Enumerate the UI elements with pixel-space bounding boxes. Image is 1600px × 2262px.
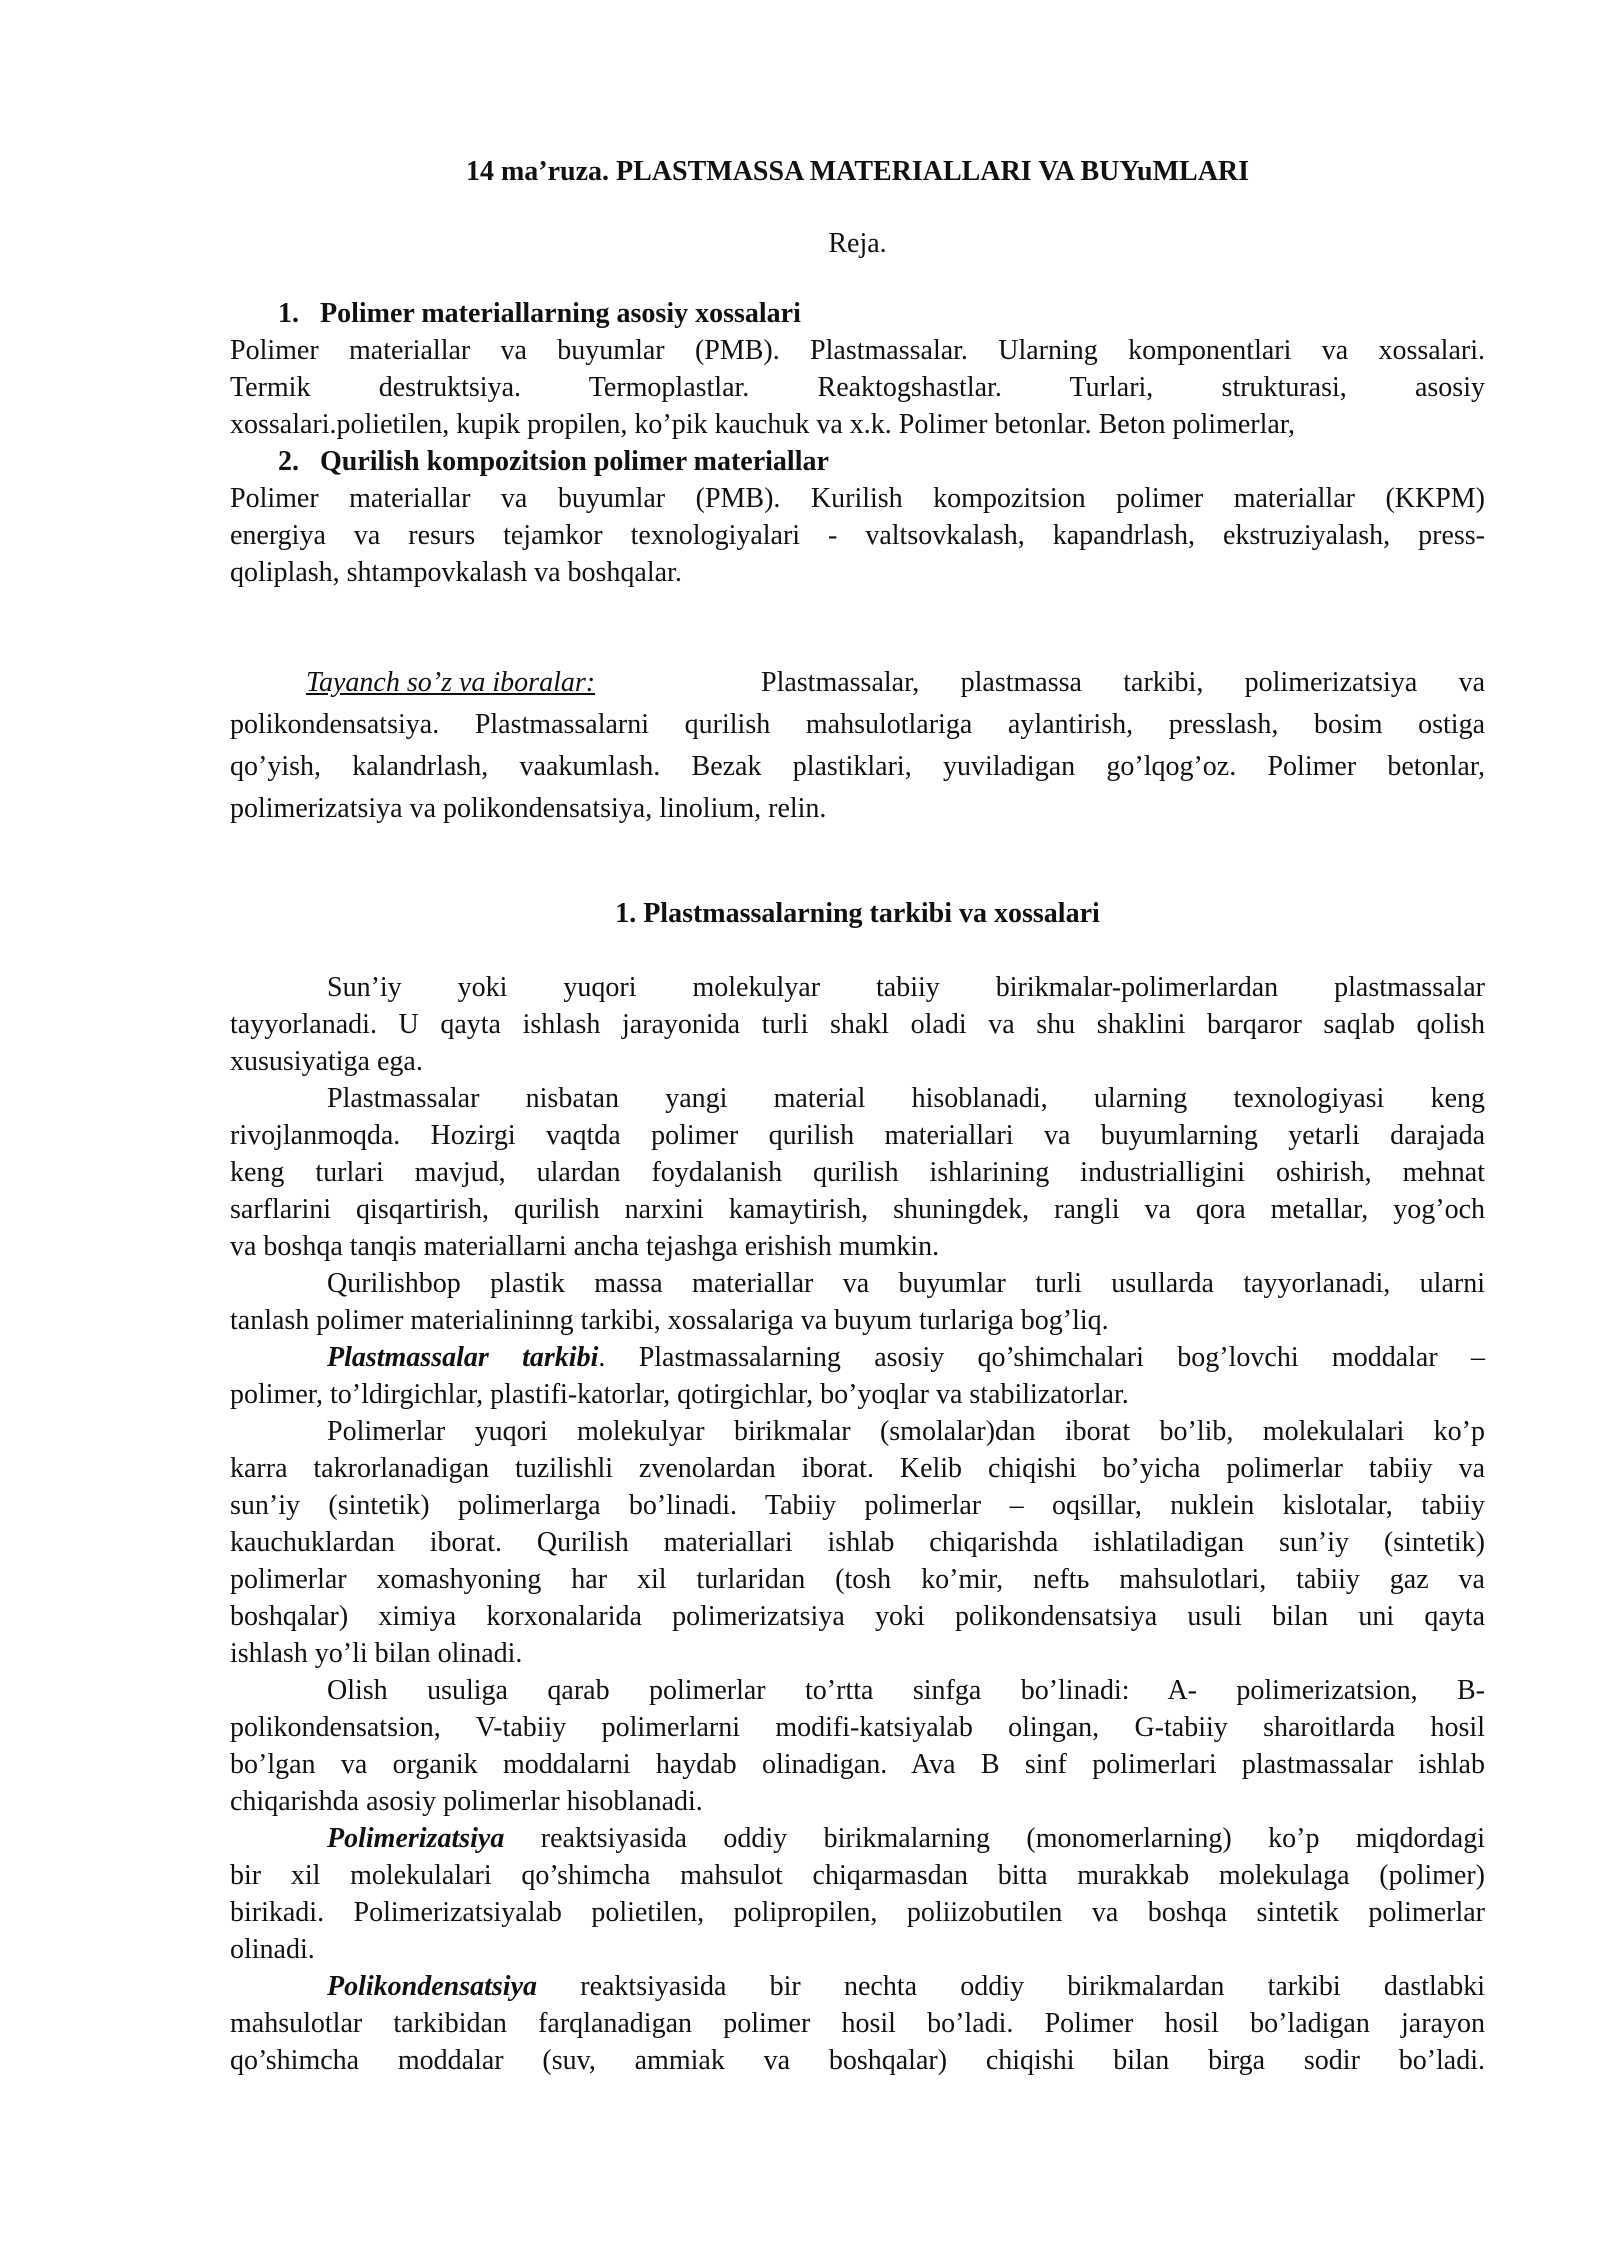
keywords-block <box>230 662 1485 830</box>
paragraph-line: tayyorlanadi. U qayta ishlash jarayonida turli shakl oladi va shu shaklini barqaror saqlab qolish <box>230 1009 1485 1040</box>
plan-text-line: Polimer materiallar va buyumlar (PMB). Kurilish kompozitsion polimer materiallar (KKPM) <box>230 483 1485 514</box>
paragraph-line: sun’iy (sintetik) polimerlarga bo’linadi. Tabiiy polimerlar – oqsillar, nuklein kislotalar, tabiiy <box>230 1490 1485 1521</box>
paragraph-line: bir xil molekulalari qo’shimcha mahsulot chiqarmasdan bitta murakkab molekulaga (polimer) <box>230 1860 1485 1891</box>
paragraph-line: birikadi. Polimerizatsiyalab polietilen, polipropilen, poliizobutilen va boshqa sintetik polimerlar <box>230 1897 1485 1928</box>
paragraph-line: chiqarishda asosiy polimerlar hisoblanadi. <box>230 1786 703 1817</box>
plan-label: Reja. <box>828 228 887 259</box>
paragraph-line: Qurilishbop plastik massa materiallar va buyumlar turli usullarda tayyorlanadi, ularni <box>327 1268 1485 1299</box>
paragraph-line <box>230 1339 1485 1376</box>
paragraph-line: bo’lgan va organik moddalarni haydab olinadigan. Ava B sinf polimerlari plastmassalar ishlab <box>230 1749 1485 1780</box>
paragraph-line: Polimerlar yuqori molekulyar birikmalar (smolalar)dan iborat bo’lib, molekulalari ko’p <box>327 1416 1485 1447</box>
plan-item-1 <box>230 295 1485 443</box>
paragraph-line: tanlash polimer materialininng tarkibi, xossalariga va buyum turlariga bog’liq. <box>230 1305 1109 1336</box>
paragraph-line: ishlash yo’li bilan olinadi. <box>230 1638 523 1669</box>
plan-text-line: qoliplash, shtampovkalash va boshqalar. <box>230 557 682 588</box>
plan-text-line: xossalari.polietilen, kupik propilen, ko’pik kauchuk va x.k. Polimer betonlar. Beton polimerlar, <box>230 409 1295 440</box>
paragraph-line: rivojlanmoqda. Hozirgi vaqtda polimer qurilish materiallari va buyumlarning yetarli darajada <box>230 1120 1485 1151</box>
paragraph-line: olinadi. <box>230 1934 315 1965</box>
paragraph-line: boshqalar) ximiya korxonalarida polimerizatsiya yoki polikondensatsiya usuli bilan uni qayta <box>230 1601 1485 1632</box>
paragraph-line: sarflarini qisqartirish, qurilish narxini kamaytirish, shuningdek, rangli va qora metallar, yog’och <box>230 1194 1485 1225</box>
keywords-line: qo’yish, kalandrlash, vaakumlash. Bezak plastiklari, yuviladigan go’lqog’oz. Polimer betonlar, <box>230 751 1485 782</box>
plan-item-title: Polimer materiallarning asosiy xossalari <box>320 298 801 329</box>
plan-item-title: Qurilish kompozitsion polimer materiallar <box>320 446 829 477</box>
keywords-label: Tayanch so’z va iboralar: <box>306 667 596 698</box>
keywords-text: Plastmassalar, plastmassa tarkibi, polimerizatsiya va <box>761 667 1485 698</box>
term-emphasis: Polimerizatsiya <box>327 1823 505 1854</box>
plan-text-line: Polimer materiallar va buyumlar (PMB). Plastmassalar. Ularning komponentlari va xossalari. <box>230 335 1485 366</box>
section-body <box>230 969 1485 2079</box>
paragraph-line: polimerlar xomashyoning har xil turlaridan (tosh ko’mir, neftь mahsulotlari, tabiiy gaz va <box>230 1564 1485 1595</box>
keywords-first-line <box>230 662 1485 704</box>
paragraph-line: Olish usuliga qarab polimerlar to’rtta sinfga bo’linadi: A- polimerizatsion, B- <box>327 1675 1485 1706</box>
paragraph-line <box>230 1968 1485 2005</box>
section-heading: 1. Plastmassalarning tarkibi va xossalari <box>615 898 1100 929</box>
paragraph-line: Plastmassalar nisbatan yangi material hisoblanadi, ularning texnologiyasi keng <box>327 1083 1485 1114</box>
term-emphasis: Plastmassalar tarkibi <box>327 1342 599 1373</box>
paragraph-text: reaktsiyasida bir nechta oddiy birikmalardan tarkibi dastlabki <box>537 1971 1485 2002</box>
paragraph-line: va boshqa tanqis materiallarni ancha tejashga erishish mumkin. <box>230 1231 940 1262</box>
plan-item-heading <box>230 443 1485 480</box>
document-title-block <box>230 153 1485 190</box>
paragraph-line: mahsulotlar tarkibidan farqlanadigan polimer hosil bo’ladi. Polimer hosil bo’ladigan jarayon <box>230 2008 1485 2039</box>
paragraph-line: polimer, to’ldirgichlar, plastifi-katorlar, qotirgichlar, bo’yoqlar va stabilizatorlar. <box>230 1379 1129 1410</box>
paragraph-line: karra takrorlanadigan tuzilishli zvenolardan iborat. Kelib chiqishi bo’yicha polimerlar tabiiy va <box>230 1453 1485 1484</box>
paragraph-text: reaktsiyasida oddiy birikmalarning (monomerlarning) ko’p miqdordagi <box>504 1823 1485 1854</box>
keywords-line: polimerizatsiya va polikondensatsiya, linolium, relin. <box>230 793 827 824</box>
plan-item-heading <box>230 295 1485 332</box>
plan-label-block <box>230 225 1485 262</box>
plan-text-line: Termik destruktsiya. Termoplastlar. Reaktogshastlar. Turlari, strukturasi, asosiy <box>230 372 1485 403</box>
paragraph-line: qo’shimcha moddalar (suv, ammiak va boshqalar) chiqishi bilan birga sodir bo’ladi. <box>230 2045 1485 2076</box>
document-title: 14 ma’ruza. PLASTMASSA MATERIALLARI VA BUYuMLARI <box>465 156 1250 187</box>
plan-text-line: energiya va resurs tejamkor texnologiyalari - valtsovkalash, kapandrlash, ekstruziyalash, press- <box>230 520 1485 551</box>
paragraph-text: . Plastmassalarning asosiy qo’shimchalari bog’lovchi moddalar – <box>598 1342 1485 1373</box>
plan-item-number: 1. <box>278 298 299 329</box>
keywords-line: polikondensatsiya. Plastmassalarni qurilish mahsulotlariga aylantirish, presslash, bosim ostiga <box>230 709 1485 740</box>
paragraph-line: Sun’iy yoki yuqori molekulyar tabiiy birikmalar-polimerlardan plastmassalar <box>327 972 1485 1003</box>
paragraph-line: kauchuklardan iborat. Qurilish materiallari ishlab chiqarishda ishlatiladigan sun’iy (sintetik) <box>230 1527 1485 1558</box>
plan-item-number: 2. <box>278 446 299 477</box>
section-heading-block <box>230 895 1485 932</box>
paragraph-line: polikondensatsion, V-tabiiy polimerlarni modifi-katsiyalab olingan, G-tabiiy sharoitlarda hosil <box>230 1712 1485 1743</box>
plan-item-2 <box>230 443 1485 591</box>
paragraph-line: xususiyatiga ega. <box>230 1046 423 1077</box>
term-emphasis: Polikondensatsiya <box>327 1971 538 2002</box>
paragraph-line: keng turlari mavjud, ulardan foydalanish qurilish ishlarining industrialligini oshirish, mehnat <box>230 1157 1485 1188</box>
paragraph-line <box>230 1820 1485 1857</box>
